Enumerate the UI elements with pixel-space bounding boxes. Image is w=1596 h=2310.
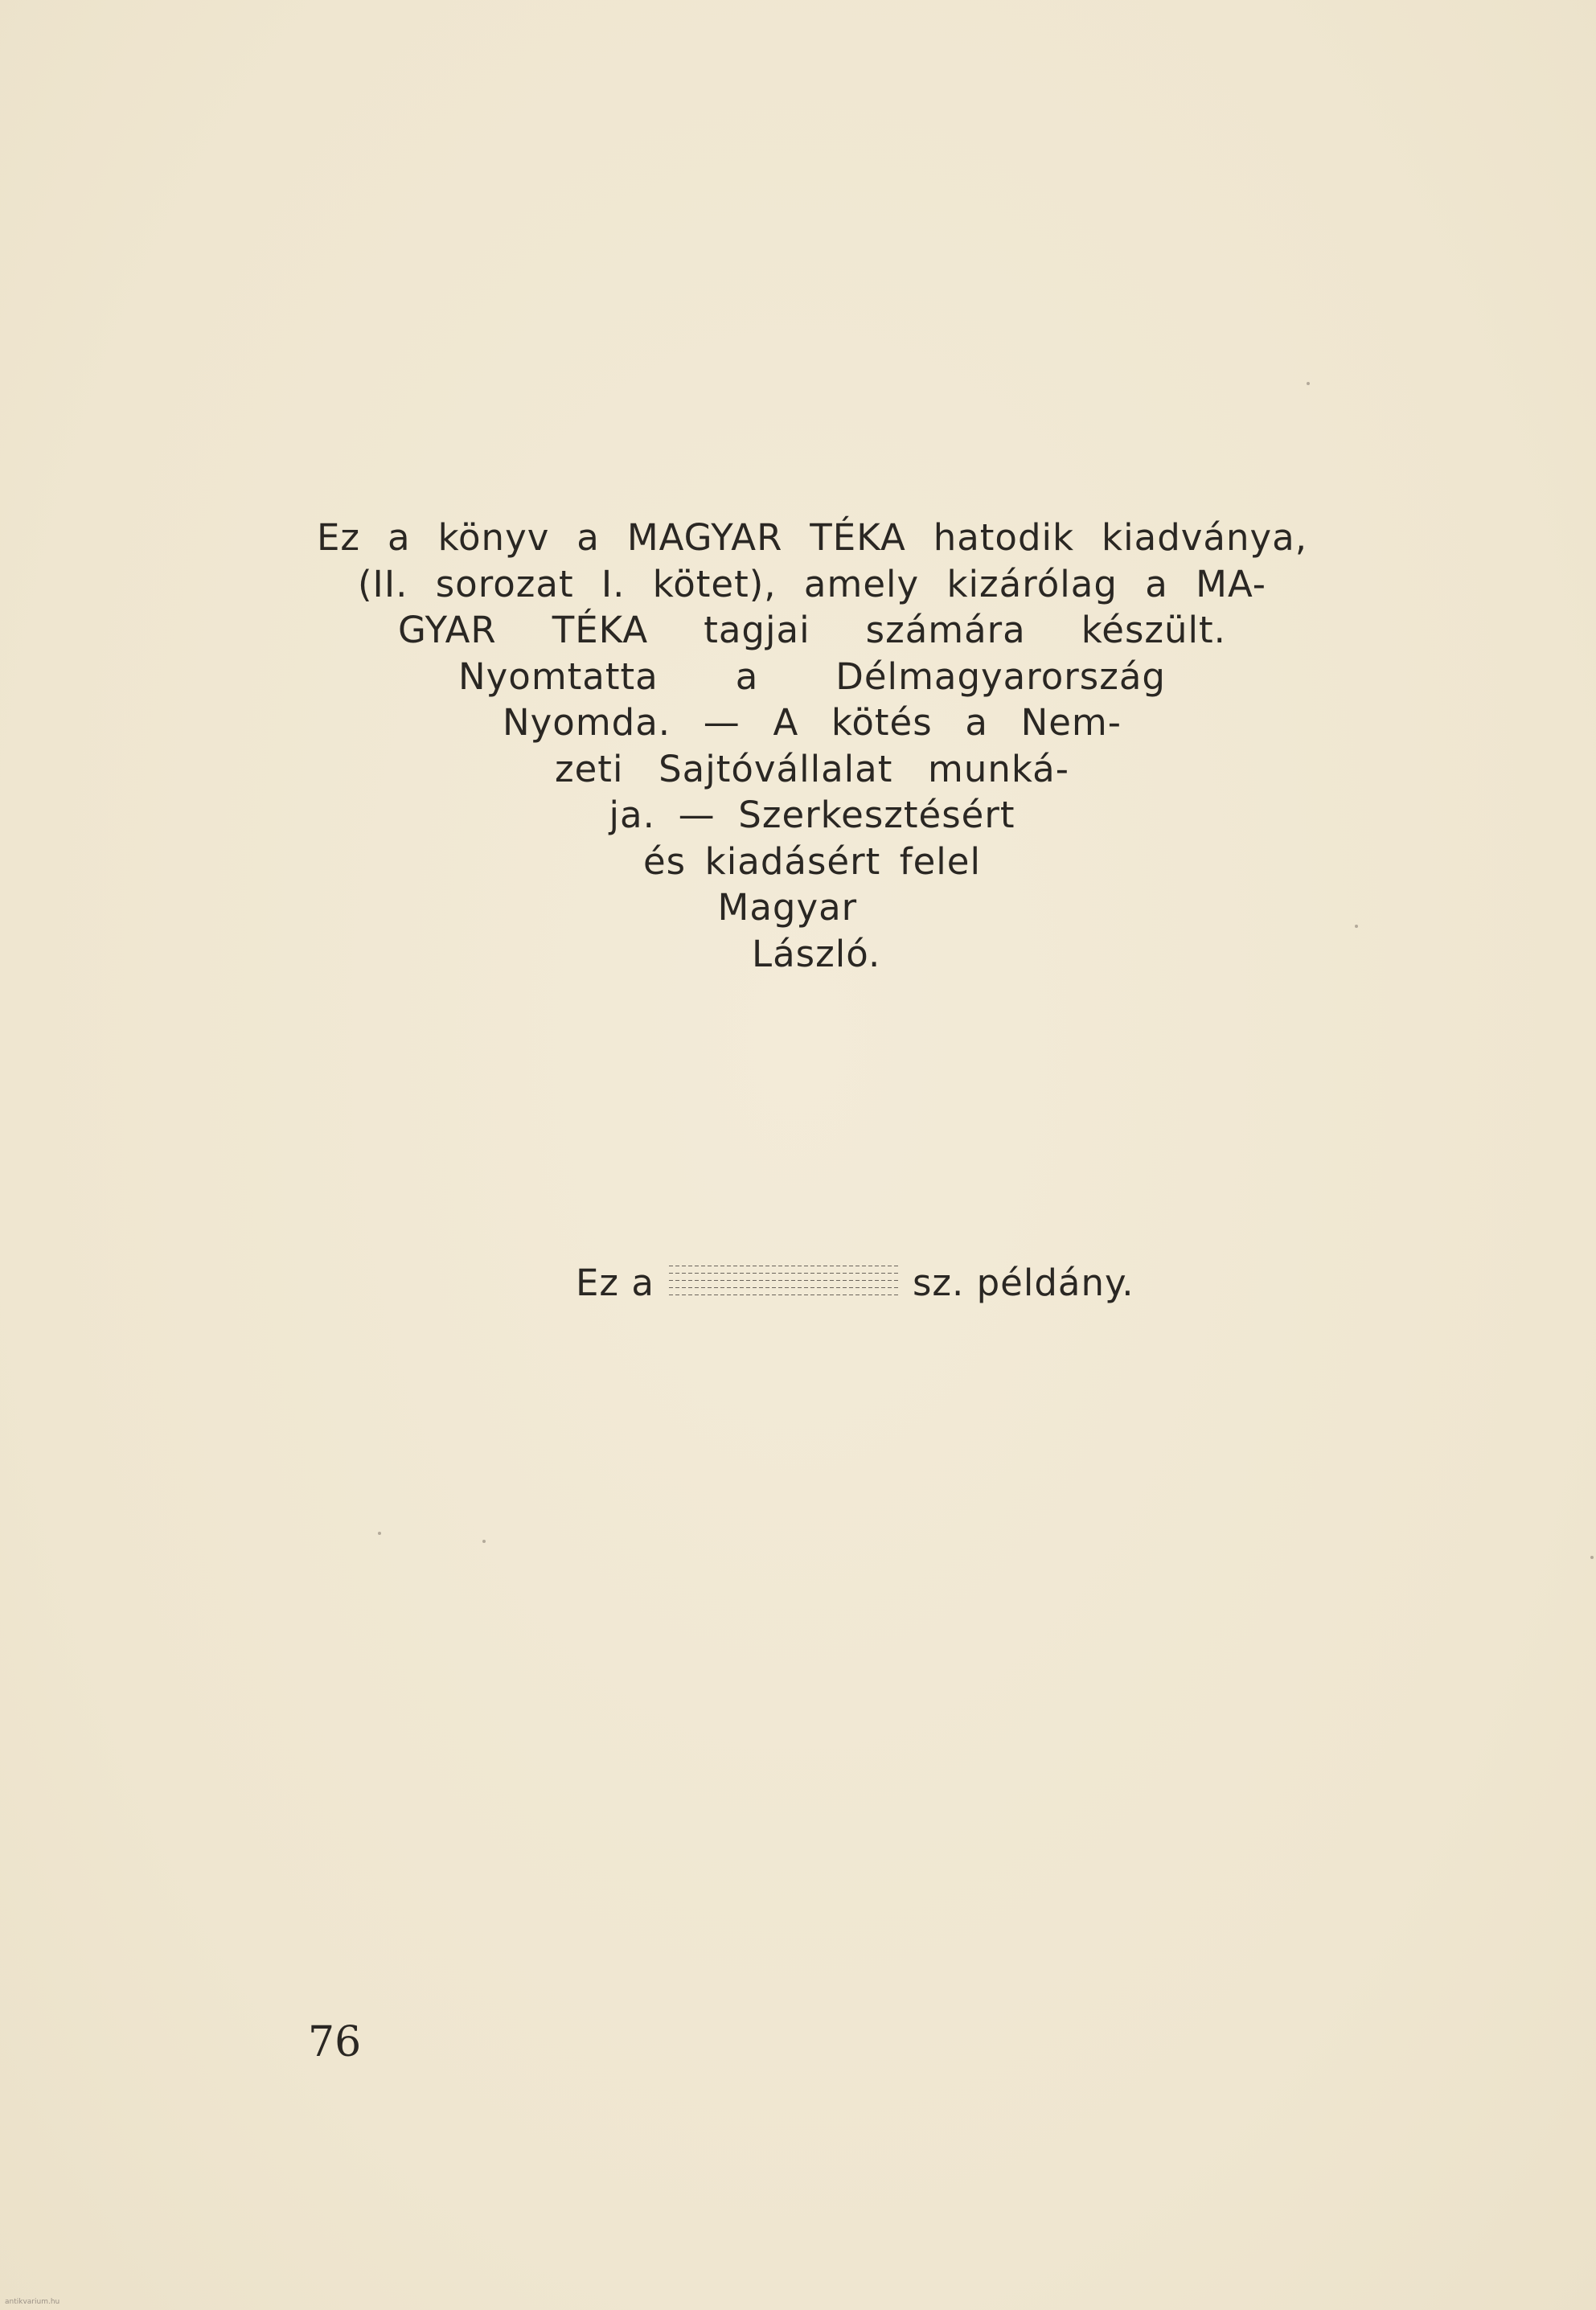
colophon-line: László. bbox=[752, 932, 881, 975]
copy-number-suffix: sz. példány. bbox=[912, 1262, 1134, 1304]
paper-speck bbox=[378, 1532, 381, 1535]
colophon-line: Nyomda. — A kötés a Nem- bbox=[503, 701, 1122, 744]
paper-speck bbox=[1590, 1556, 1594, 1559]
copy-number-prefix: Ez a bbox=[576, 1262, 654, 1304]
colophon-line: Ez a könyv a MAGYAR TÉKA hatodik kiadványa, bbox=[317, 516, 1307, 559]
colophon-line: Nyomtatta a Délmagyarország bbox=[458, 654, 1166, 698]
copy-number-blank bbox=[669, 1262, 898, 1299]
copy-number-line bbox=[576, 1258, 1163, 1315]
colophon-line: (II. sorozat I. kötet), amely kizárólag a MA- bbox=[358, 562, 1266, 605]
colophon-line: és kiadásért felel bbox=[643, 839, 981, 883]
colophon-text bbox=[306, 515, 1319, 977]
paper-speck bbox=[1307, 382, 1310, 385]
colophon-line: Magyar bbox=[717, 886, 858, 929]
colophon-line: zeti Sajtóvállalat munká- bbox=[555, 747, 1069, 790]
footer-stamp: antikvarium.hu bbox=[5, 2298, 60, 2306]
page-number: 76 bbox=[308, 2018, 362, 2066]
paper-speck bbox=[1355, 925, 1358, 928]
paper-speck bbox=[482, 1540, 486, 1543]
colophon-line: GYAR TÉKA tagjai számára készült. bbox=[398, 609, 1226, 651]
colophon-line: ja. — Szerkesztésért bbox=[609, 794, 1015, 836]
